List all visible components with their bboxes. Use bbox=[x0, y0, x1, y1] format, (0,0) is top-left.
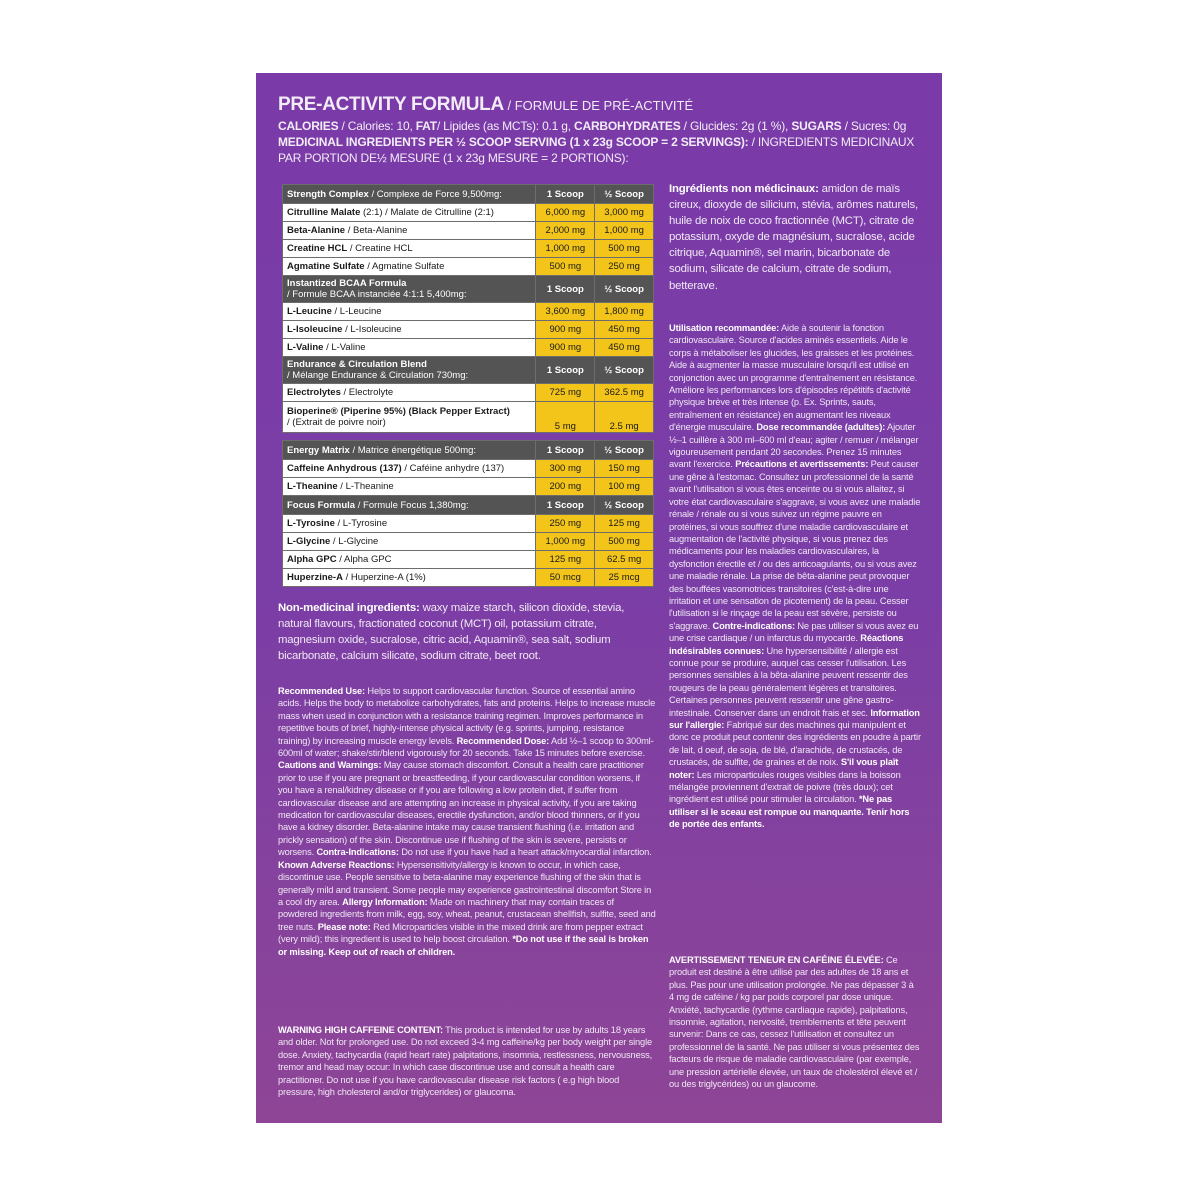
medicinal-table-2 bbox=[282, 440, 654, 587]
medicinal-table-1 bbox=[282, 184, 654, 433]
amount-half-scoop: 3,000 mg bbox=[595, 204, 654, 222]
group-heading: Strength Complex / Complexe de Force 9,500mg: bbox=[283, 185, 536, 204]
recommended-use-fr: Utilisation recommandée: Aide à soutenir la fonction cardiovasculaire. Source d'acides aminés essentiels. Aide le corps à métaboliser les glucides, les graisses et les protéines. Aide à augmenter la masse musculaire lorsqu'il est utilisé en conjonction avec un programme d'entraînement en résistance. Améliore les performances lors d'épisodes répétitifs d'activité physique brève et très intense (p. Ex. Sprints, sauts, entraînement en résistance) en augmentant les niveaux d'énergie musculaire. Dose recommandée (adultes): Ajouter ½–1 cuillère à 300 ml–600 ml d'eau; agiter / remuer / mélanger vigoureusement pendant 20 secondes. Prenez 15 minutes avant l'exercice. Précautions et avertissements: Peut causer une gêne à l'estomac. Consultez un professionnel de la santé avant l'utilisation si vous êtes enceinte ou si vous allaitez, si votre état cardiovasculaire s'aggrave, si vous avez une maladie rénale / rénale ou si vous suivez un régime pauvre en protéines, si vous souffrez d'une maladie cardiovasculaire et augmentation de l'activité physique, si vous prenez des médicaments pour les maladies cardiovasculaires, la dysfonction érectile et / ou des anticoagulants, ou si vous avez une maladie rénale. La prise de bêta-alanine peut provoquer des bouffées vasomotrices transitoires (c'est-à-dire une irritation et une sensation de picotement) de la peau. Cesser l'utilisation si le rinçage de la peau est sévère, persiste ou s'aggrave. Contre-indications: Ne pas utiliser si vous avez eu une crise cardiaque / un infarctus du myocarde. Réactions indésirables connues: Une hypersensibilité / allergie est connue pour se produire, auquel cas cesser l'utilisation. Les personnes sensibles à la bêta-alanine peuvent ressentir des rougeurs de la peau généralement légères et transitoires. Certaines personnes peuvent ressentir une gêne gastro-intestinale. Conserver dans un endroit frais et sec. Information sur l'allergie: Fabriqué sur des machines qui manipulent et donc ce produit peut contenir des ingrédients en poudre à partir de lait, d oeuf, de soja, de blé, d'arachide, de crustacés, de crustacés, de sulfite, de graines et de noix. S'il vous plaît noter: Les microparticules rouges visibles dans la boisson mélangée proviennent d'extrait de poivre (très doux); cet ingrédient est utilisé pour stimuler la circulation. *Ne pas utiliser si le sceau est rompue ou manquante. Tenir hors de portée des enfants. bbox=[669, 323, 921, 830]
ingredient-name: L-Valine / L-Valine bbox=[283, 339, 536, 357]
group-heading: Energy Matrix / Matrice énergétique 500mg: bbox=[283, 441, 536, 460]
ingredient-name: Citrulline Malate (2:1) / Malate de Citrulline (2:1) bbox=[283, 204, 536, 222]
caffeine-warning-fr: AVERTISSEMENT TENEUR EN CAFÉINE ÉLEVÉE: Ce produit est destiné à être utilisé par des adultes de 18 ans et plus. Pas pour une utilisation prolongée. Ne pas dépasser 3 à 4 mg de caféine / kg par poids corporel par dose unique. Anxiété, tachycardie (rythme cardiaque rapide), palpitations, insomnie, agitation, nervosité, tremblements et tête peuvent survenir: Dans ce cas, cessez l'utilisation et consultez un professionnel de la santé. Ne pas utiliser si vous présentez des facteurs de risque de maladie cardiovasculaire (par exemple, une pression artérielle élevée, un taux de cholestérol élevé et / ou des triglycérides) ou un glaucome. bbox=[669, 955, 920, 1090]
amount-half-scoop: 25 mcg bbox=[595, 569, 654, 587]
caffeine-warning-en: WARNING HIGH CAFFEINE CONTENT: This product is intended for use by adults 18 years and older. Not for prolonged use. Do not exceed 3-4 mg caffeine/kg per body weight per single dose. Anxiety, tachycardia (rapid heart rate) palpitations, insomnia, restlessness, nervousness, tremor and head may occur: In which case discontinue use and consult a health care practitioner. Do not use if you have cardiovascular disease risk factors ( e.g high blood pressure, high cholesterol and/or triglycerides) or glaucoma. bbox=[278, 1025, 653, 1098]
col-half-scoop: ½ Scoop bbox=[595, 276, 654, 303]
ingredient-name: L-Leucine / L-Leucine bbox=[283, 303, 536, 321]
title-fr: / FORMULE DE PRÉ-ACTIVITÉ bbox=[503, 98, 694, 113]
amount-half-scoop: 2.5 mg bbox=[595, 402, 654, 433]
table-row bbox=[283, 551, 654, 569]
table-header-row bbox=[283, 441, 654, 460]
amount-1-scoop: 900 mg bbox=[536, 321, 595, 339]
amount-1-scoop: 3,600 mg bbox=[536, 303, 595, 321]
amount-half-scoop: 150 mg bbox=[595, 460, 654, 478]
amount-half-scoop: 100 mg bbox=[595, 478, 654, 496]
amount-1-scoop: 900 mg bbox=[536, 339, 595, 357]
amount-half-scoop: 500 mg bbox=[595, 240, 654, 258]
amount-1-scoop: 50 mcg bbox=[536, 569, 595, 587]
table-header-row bbox=[283, 276, 654, 303]
col-half-scoop: ½ Scoop bbox=[595, 496, 654, 515]
col-1-scoop: 1 Scoop bbox=[536, 185, 595, 204]
ingredient-name: Creatine HCL / Creatine HCL bbox=[283, 240, 536, 258]
serving-label: MEDICINAL INGREDIENTS PER ½ SCOOP SERVING (1 x 23g SCOOP = 2 SERVINGS): bbox=[278, 135, 749, 149]
table-row bbox=[283, 339, 654, 357]
group-heading: Focus Formula / Formule Focus 1,380mg: bbox=[283, 496, 536, 515]
group-heading: Instantized BCAA Formula / Formule BCAA instanciée 4:1:1 5,400mg: bbox=[283, 276, 536, 303]
sugars-label: SUGARS bbox=[791, 119, 842, 133]
amount-half-scoop: 62.5 mg bbox=[595, 551, 654, 569]
serving-fr-2: PAR PORTION DE½ MESURE (1 x 23g MESURE = 2 PORTIONS): bbox=[278, 151, 629, 165]
serving-line bbox=[278, 134, 928, 150]
table-row bbox=[283, 258, 654, 276]
col-half-scoop: ½ Scoop bbox=[595, 185, 654, 204]
table-row bbox=[283, 384, 654, 402]
amount-1-scoop: 1,000 mg bbox=[536, 240, 595, 258]
table-row bbox=[283, 204, 654, 222]
ingredient-name: L-Tyrosine / L-Tyrosine bbox=[283, 515, 536, 533]
amount-1-scoop: 300 mg bbox=[536, 460, 595, 478]
amount-half-scoop: 450 mg bbox=[595, 321, 654, 339]
ingredient-name: L-Theanine / L-Theanine bbox=[283, 478, 536, 496]
col-half-scoop: ½ Scoop bbox=[595, 441, 654, 460]
table-row bbox=[283, 321, 654, 339]
table-row bbox=[283, 515, 654, 533]
ingredient-name: Beta-Alanine / Beta-Alanine bbox=[283, 222, 536, 240]
amount-half-scoop: 500 mg bbox=[595, 533, 654, 551]
fat-label: FAT bbox=[415, 119, 437, 133]
ingredient-name: Bioperine® (Piperine 95%) (Black Pepper Extract) / (Extrait de poivre noir) bbox=[283, 402, 536, 433]
fat-value: / Lipides (as MCTs): 0.1 g, bbox=[436, 119, 575, 133]
amount-half-scoop: 250 mg bbox=[595, 258, 654, 276]
table-header-row bbox=[283, 185, 654, 204]
ingredient-name: Electrolytes / Electrolyte bbox=[283, 384, 536, 402]
carbs-label: CARBOHYDRATES bbox=[574, 119, 681, 133]
amount-1-scoop: 125 mg bbox=[536, 551, 595, 569]
label-header bbox=[278, 93, 928, 166]
table-row bbox=[283, 533, 654, 551]
calories-value: / Calories: 10, bbox=[338, 119, 416, 133]
title-en: PRE-ACTIVITY FORMULA bbox=[278, 94, 504, 115]
table-row bbox=[283, 460, 654, 478]
col-1-scoop: 1 Scoop bbox=[536, 357, 595, 384]
amount-1-scoop: 6,000 mg bbox=[536, 204, 595, 222]
amount-half-scoop: 125 mg bbox=[595, 515, 654, 533]
amount-1-scoop: 200 mg bbox=[536, 478, 595, 496]
amount-half-scoop: 450 mg bbox=[595, 339, 654, 357]
col-1-scoop: 1 Scoop bbox=[536, 276, 595, 303]
ingredient-name: Alpha GPC / Alpha GPC bbox=[283, 551, 536, 569]
ingredient-tables bbox=[282, 184, 656, 587]
ingredient-name: Huperzine-A / Huperzine-A (1%) bbox=[283, 569, 536, 587]
table-row bbox=[283, 569, 654, 587]
table-row bbox=[283, 222, 654, 240]
ingredient-name: L-Isoleucine / L-Isoleucine bbox=[283, 321, 536, 339]
amount-1-scoop: 1,000 mg bbox=[536, 533, 595, 551]
ingredient-name: Agmatine Sulfate / Agmatine Sulfate bbox=[283, 258, 536, 276]
amount-1-scoop: 5 mg bbox=[536, 402, 595, 433]
table-header-row bbox=[283, 357, 654, 384]
carbs-value: / Glucides: 2g (1 %), bbox=[680, 119, 792, 133]
table-row bbox=[283, 303, 654, 321]
ingredient-name: L-Glycine / L-Glycine bbox=[283, 533, 536, 551]
label-panel bbox=[256, 73, 942, 1123]
nonmedicinal-fr: Ingrédients non médicinaux: amidon de maïs cireux, dioxyde de silicium, stévia, arômes naturels, huile de noix de coco fractionnée (MCT), citrate de potassium, oxyde de magnésium, sucralose, acide citrique, Aquamin®, sel marin, bicarbonate de sodium, silicate de calcium, citrate de sodium, betterave. bbox=[669, 183, 918, 292]
col-1-scoop: 1 Scoop bbox=[536, 496, 595, 515]
table-row bbox=[283, 402, 654, 433]
nonmedicinal-en: Non-medicinal ingredients: waxy maize starch, silicon dioxide, stevia, natural flavours, fractionated coconut (MCT) oil, potassium citrate, magnesium oxide, sucralose, citric acid, Aquamin®, sea salt, sodium bicarbonate, calcium silicate, sodium citrate, beet root. bbox=[278, 602, 625, 663]
col-1-scoop: 1 Scoop bbox=[536, 441, 595, 460]
amount-half-scoop: 362.5 mg bbox=[595, 384, 654, 402]
table-row bbox=[283, 240, 654, 258]
nutrition-line bbox=[278, 118, 928, 134]
formula-title bbox=[278, 93, 928, 118]
ingredient-name: Caffeine Anhydrous (137) / Caféine anhydre (137) bbox=[283, 460, 536, 478]
amount-1-scoop: 2,000 mg bbox=[536, 222, 595, 240]
amount-1-scoop: 250 mg bbox=[536, 515, 595, 533]
amount-1-scoop: 500 mg bbox=[536, 258, 595, 276]
amount-1-scoop: 725 mg bbox=[536, 384, 595, 402]
table-header-row bbox=[283, 496, 654, 515]
group-heading: Endurance & Circulation Blend / Mélange Endurance & Circulation 730mg: bbox=[283, 357, 536, 384]
amount-half-scoop: 1,000 mg bbox=[595, 222, 654, 240]
sugars-value: / Sucres: 0g bbox=[841, 119, 907, 133]
table-row bbox=[283, 478, 654, 496]
recommended-use-en: Recommended Use: Helps to support cardiovascular function. Source of essential amino acids. Helps the body to metabolize carbohydrates, fats and proteins. Helps to increase muscle mass when used in conjunction with a resistance training regimen. Improves performance in repetitive bouts of brief, highly-intense physical activity (e.g. sprints, jumping, resistance training) by increasing muscle energy levels. Recommended Dose: Add ½–1 scoop to 300ml-600ml of water; shake/stir/blend vigorously for 20 seconds. Take 15 minutes before exercise. Cautions and Warnings: May cause stomach discomfort. Consult a health care practitioner prior to use if you are pregnant or breastfeeding, if your cardiovascular condition worsens, if you have a renal/kidney disease or if you are following a low protein diet, if suffer from cardiovascular disease and are attempting an increase in physical activity, if you are taking medication for cardiovascular diseases, erectile dysfunction, and/or blood thinners, or if you have a kidney disorder. Beta-alanine intake may cause transient flushing (i.e. irritation and prickly sensation) of the skin. Discontinue use if flushing of the skin is severe, persists or worsens. Contra-Indications: Do not use if you have had a heart attack/myocardial infarction. Known Adverse Reactions: Hypersensitivity/allergy is known to occur, in which case, discontinue use. People sensitive to beta-alanine may experience flushing of the skin that is generally mild and transient. Some people may experience gastrointestinal discomfort Store in a cool dry area. Allergy Information: Made on machinery that may contain traces of powdered ingredients from milk, egg, soy, wheat, peanut, crustacean shellfish, sulfite, seed and tree nuts. Please note: Red Microparticles visible in the mixed drink are from pepper extract (very mild); this ingredient is used to help boost circulation. *Do not use if the seal is broken or missing. Keep out of reach of children. bbox=[278, 686, 656, 957]
amount-half-scoop: 1,800 mg bbox=[595, 303, 654, 321]
calories-label: CALORIES bbox=[278, 119, 339, 133]
col-half-scoop: ½ Scoop bbox=[595, 357, 654, 384]
serving-fr-1: / INGREDIENTS MEDICINAUX bbox=[748, 135, 915, 149]
